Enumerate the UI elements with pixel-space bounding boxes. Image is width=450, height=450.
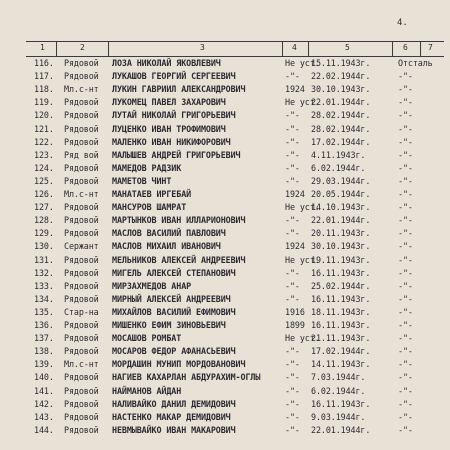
- row-name: МАЛЕНКО ИВАН НИКИФОРОВИЧ: [112, 136, 231, 147]
- row-name: ЛОЗА НИКОЛАЙ ЯКОВЛЕВИЧ: [112, 58, 221, 68]
- row-name: НАЙМАНОВ АЙДАН: [112, 385, 182, 396]
- row-note: -"-: [398, 97, 413, 108]
- row-year: -"-: [285, 398, 300, 409]
- table-row: [0, 176, 450, 189]
- row-date: 16.11.1943г.: [311, 267, 371, 278]
- row-year: Не уст.: [285, 97, 320, 108]
- row-num: 117.: [34, 71, 54, 82]
- row-note: -"-: [398, 254, 413, 265]
- row-date: 16.11.1943г.: [311, 293, 371, 304]
- row-num: 118.: [34, 84, 54, 95]
- row-num: 127.: [34, 202, 54, 213]
- row-name: МИГЕЛЬ АЛЕКСЕЙ СТЕПАНОВИЧ: [112, 267, 236, 278]
- row-num: 135.: [34, 306, 54, 317]
- row-rank: Рядовой: [64, 97, 99, 108]
- row-date: 30.10.1943г.: [311, 84, 371, 95]
- row-year: -"-: [285, 424, 300, 435]
- row-rank: Сержант: [64, 241, 99, 252]
- row-year: -"-: [285, 359, 300, 370]
- row-rank: Рядовой: [64, 228, 99, 239]
- table-row: [0, 124, 450, 137]
- table-row: [0, 412, 450, 425]
- row-num: 136.: [34, 320, 54, 330]
- row-num: 140.: [34, 372, 54, 383]
- row-rank: Рядовой: [64, 333, 99, 344]
- row-rank: Рядовой: [64, 175, 99, 186]
- row-name: МАСЛОВ МИХАИЛ ИВАНОВИЧ: [112, 241, 221, 252]
- row-num: 128.: [34, 215, 54, 226]
- row-rank: Рядовой: [64, 110, 99, 121]
- table-row: [0, 58, 450, 71]
- row-name: МОСАРОВ ФЕДОР АФАНАСЬЕВИЧ: [112, 346, 236, 357]
- row-rank: Рядовой: [64, 280, 99, 291]
- row-note: -"-: [398, 228, 413, 239]
- row-year: -"-: [285, 267, 300, 278]
- row-note: -"-: [398, 162, 413, 173]
- table-row: [0, 189, 450, 202]
- row-date: 22.01.1944г.: [311, 215, 371, 226]
- row-year: 1924: [285, 241, 305, 252]
- row-note: -"-: [398, 280, 413, 291]
- row-name: МАЛЫШЕВ АНДРЕЙ ГРИГОРЬЕВИЧ: [112, 149, 241, 160]
- row-date: 16.11.1943г.: [311, 320, 371, 330]
- row-note: -"-: [398, 293, 413, 304]
- row-year: -"-: [285, 385, 300, 396]
- row-num: 119.: [34, 97, 54, 108]
- row-num: 141.: [34, 385, 54, 396]
- row-num: 129.: [34, 228, 54, 239]
- row-note: -"-: [398, 372, 413, 383]
- row-num: 123.: [34, 149, 54, 160]
- column-header: 6: [403, 43, 408, 52]
- table-row: [0, 399, 450, 412]
- column-header: 7: [428, 43, 433, 52]
- row-name: ЛУКАШОВ ГЕОРГИЙ СЕРГЕЕВИЧ: [112, 71, 236, 82]
- column-header: 2: [80, 43, 85, 52]
- row-name: МАСЛОВ ВАСИЛИЙ ПАВЛОВИЧ: [112, 228, 226, 239]
- row-date: 14.11.1943г.: [311, 359, 371, 370]
- row-name: НАГИЕВ КАХАРЛАН АБДУРАХИМ-ОГЛЫ: [112, 372, 261, 383]
- row-rank: Стар-на: [64, 306, 99, 317]
- row-rank: Рядовой: [64, 320, 99, 330]
- row-year: -"-: [285, 175, 300, 186]
- row-year: -"-: [285, 162, 300, 173]
- row-num: 143.: [34, 411, 54, 422]
- row-name: МИРНЫЙ АЛЕКСЕЙ АНДРЕЕВИЧ: [112, 293, 231, 304]
- row-num: 120.: [34, 110, 54, 121]
- row-rank: Рядовой: [64, 202, 99, 213]
- row-rank: Рядовой: [64, 398, 99, 409]
- row-rank: Мл.с-нт: [64, 84, 99, 95]
- table-row: [0, 163, 450, 176]
- table-row: [0, 110, 450, 123]
- row-note: -"-: [398, 385, 413, 396]
- table-row: [0, 202, 450, 215]
- table-row: [0, 307, 450, 320]
- row-num: 133.: [34, 280, 54, 291]
- row-num: 134.: [34, 293, 54, 304]
- row-date: 6.02.1944г.: [311, 162, 366, 173]
- row-year: Не уст.: [285, 254, 320, 265]
- row-num: 137.: [34, 333, 54, 344]
- row-date: 20.11.1943г.: [311, 228, 371, 239]
- table-row: [0, 372, 450, 385]
- row-name: МИХАЙЛОВ ВАСИЛИЙ ЕФИМОВИЧ: [112, 306, 236, 317]
- row-name: МАМЕТОВ ЧИНТ: [112, 175, 172, 186]
- row-num: 144.: [34, 424, 54, 435]
- row-note: -"-: [398, 71, 413, 82]
- table-row: [0, 359, 450, 372]
- row-date: 15.11.1943г.: [311, 58, 371, 68]
- table-row: [0, 137, 450, 150]
- row-note: -"-: [398, 320, 413, 330]
- row-num: 122.: [34, 136, 54, 147]
- row-date: 22.02.1944г.: [311, 71, 371, 82]
- row-year: -"-: [285, 293, 300, 304]
- row-year: -"-: [285, 71, 300, 82]
- row-year: 1924: [285, 84, 305, 95]
- row-rank: Рядовой: [64, 162, 99, 173]
- row-name: ЛУТАЙ НИКОЛАЙ ГРИГОРЬЕВИЧ: [112, 110, 236, 121]
- row-note: -"-: [398, 411, 413, 422]
- row-date: 25.02.1944г.: [311, 280, 371, 291]
- row-year: 1916: [285, 306, 305, 317]
- row-num: 121.: [34, 123, 54, 134]
- row-year: -"-: [285, 372, 300, 383]
- table-row: [0, 333, 450, 346]
- row-date: 19.11.1943г.: [311, 254, 371, 265]
- table-row: [0, 71, 450, 84]
- row-num: 138.: [34, 346, 54, 357]
- row-name: МАРТЫНКОВ ИВАН ИЛЛАРИОНОВИЧ: [112, 215, 246, 226]
- table-row: [0, 228, 450, 241]
- row-note: Отсталь: [398, 58, 433, 68]
- row-note: -"-: [398, 175, 413, 186]
- row-note: -"-: [398, 110, 413, 121]
- table-row: [0, 241, 450, 254]
- row-date: 22.01.1944г.: [311, 97, 371, 108]
- row-note: -"-: [398, 84, 413, 95]
- row-rank: Рядовой: [64, 424, 99, 435]
- row-date: 30.10.1943г.: [311, 241, 371, 252]
- row-note: -"-: [398, 267, 413, 278]
- row-year: -"-: [285, 110, 300, 121]
- row-date: 18.11.1943г.: [311, 306, 371, 317]
- row-note: -"-: [398, 241, 413, 252]
- header-rule-bottom: [26, 56, 444, 57]
- row-year: Не уст.: [285, 58, 320, 68]
- table-row: [0, 255, 450, 268]
- row-name: НАСТЕНКО МАКАР ДЕМИДОВИЧ: [112, 411, 231, 422]
- row-note: -"-: [398, 202, 413, 213]
- row-num: 139.: [34, 359, 54, 370]
- row-note: -"-: [398, 424, 413, 435]
- row-date: 28.02.1944г.: [311, 123, 371, 134]
- page-number: 4.: [397, 18, 408, 28]
- row-num: 126.: [34, 189, 54, 199]
- table-row: [0, 268, 450, 281]
- row-rank: Рядовой: [64, 254, 99, 265]
- row-date: 17.02.1944г.: [311, 136, 371, 147]
- row-note: -"-: [398, 189, 413, 199]
- row-date: 21.11.1943г.: [311, 333, 371, 344]
- row-note: -"-: [398, 123, 413, 134]
- row-rank: Рядовой: [64, 71, 99, 82]
- row-note: -"-: [398, 346, 413, 357]
- row-note: -"-: [398, 359, 413, 370]
- row-note: -"-: [398, 306, 413, 317]
- row-num: 142.: [34, 398, 54, 409]
- row-year: -"-: [285, 136, 300, 147]
- row-name: ЛУКИН ГАВРИИЛ АЛЕКСАНДРОВИЧ: [112, 84, 246, 95]
- row-date: 9.03.1944г.: [311, 411, 366, 422]
- row-rank: Рядовой: [64, 385, 99, 396]
- column-header: 1: [40, 43, 45, 52]
- row-year: Не уст.: [285, 333, 320, 344]
- table-row: [0, 150, 450, 163]
- row-note: -"-: [398, 136, 413, 147]
- row-year: -"-: [285, 123, 300, 134]
- row-rank: Рядовой: [64, 136, 99, 147]
- row-date: 28.02.1944г.: [311, 110, 371, 121]
- row-num: 131.: [34, 254, 54, 265]
- row-rank: Рядовой: [64, 123, 99, 134]
- row-name: МЕЛЬНИКОВ АЛЕКСЕЙ АНДРЕЕВИЧ: [112, 254, 246, 265]
- row-note: -"-: [398, 398, 413, 409]
- row-rank: Рядовой: [64, 411, 99, 422]
- row-rank: Мл.с-нт: [64, 189, 99, 199]
- column-header: 3: [200, 43, 205, 52]
- row-year: 1899: [285, 320, 305, 330]
- row-name: МИРЗАХМЕДОВ АНАР: [112, 280, 192, 291]
- row-year: -"-: [285, 215, 300, 226]
- row-date: 20.05.1944г.: [311, 189, 371, 199]
- row-year: -"-: [285, 346, 300, 357]
- header-rule-top: [26, 41, 444, 42]
- row-name: НАЛИВАЙКО ДАНИЛ ДЕМИДОВИЧ: [112, 398, 236, 409]
- row-note: -"-: [398, 333, 413, 344]
- table-row: [0, 281, 450, 294]
- row-year: -"-: [285, 411, 300, 422]
- row-date: 7.03.1944г.: [311, 372, 366, 383]
- row-name: ЛУЦЕНКО ИВАН ТРОФИМОВИЧ: [112, 123, 226, 134]
- row-date: 22.01.1944г.: [311, 424, 371, 435]
- row-rank: Рядовой: [64, 267, 99, 278]
- table-row: [0, 215, 450, 228]
- table-row: [0, 294, 450, 307]
- row-name: МАНАТАЕВ ИРГЕБАЙ: [112, 189, 192, 199]
- row-date: 4.11.1943г.: [311, 149, 366, 160]
- row-rank: Рядовой: [64, 215, 99, 226]
- column-header: 5: [345, 43, 350, 52]
- row-date: 14.10.1943г.: [311, 202, 371, 213]
- row-year: Не уст.: [285, 202, 320, 213]
- row-name: МОРДАШИН МУНИП МОРДОВАНОВИЧ: [112, 359, 246, 370]
- row-date: 6.02.1944г.: [311, 385, 366, 396]
- row-year: -"-: [285, 149, 300, 160]
- row-num: 125.: [34, 175, 54, 186]
- row-name: ЛУКОМЕЦ ПАВЕЛ ЗАХАРОВИЧ: [112, 97, 226, 108]
- row-rank: Мл.с-нт: [64, 359, 99, 370]
- row-rank: Рядовой: [64, 293, 99, 304]
- table-row: [0, 97, 450, 110]
- row-year: -"-: [285, 280, 300, 291]
- table-row: [0, 84, 450, 97]
- row-rank: Рядовой: [64, 58, 99, 68]
- row-num: 132.: [34, 267, 54, 278]
- row-year: 1924: [285, 189, 305, 199]
- row-date: 29.03.1944г.: [311, 175, 371, 186]
- row-date: 16.11.1943г.: [311, 398, 371, 409]
- row-name: НЕВМЫВАЙКО ИВАН МАКАРОВИЧ: [112, 424, 236, 435]
- row-name: МАМЕДОВ РАДЗИК: [112, 162, 182, 173]
- row-num: 124.: [34, 162, 54, 173]
- row-date: 17.02.1944г.: [311, 346, 371, 357]
- row-name: МАНСУРОВ ШАМРАТ: [112, 202, 187, 213]
- row-rank: Рядовой: [64, 346, 99, 357]
- row-name: МИШЕНКО ЕФИМ ЗИНОВЬЕВИЧ: [112, 320, 226, 330]
- table-row: [0, 320, 450, 333]
- table-row: [0, 425, 450, 438]
- row-rank: Ряд вой: [64, 149, 99, 160]
- row-year: -"-: [285, 228, 300, 239]
- row-rank: Рядовой: [64, 372, 99, 383]
- row-num: 130.: [34, 241, 54, 252]
- column-header: 4: [292, 43, 297, 52]
- row-note: -"-: [398, 149, 413, 160]
- table-row: [0, 386, 450, 399]
- table-header: [0, 43, 450, 55]
- row-name: МОСАШОВ РОМБАТ: [112, 333, 182, 344]
- row-note: -"-: [398, 215, 413, 226]
- table-row: [0, 346, 450, 359]
- row-num: 116.: [34, 58, 54, 68]
